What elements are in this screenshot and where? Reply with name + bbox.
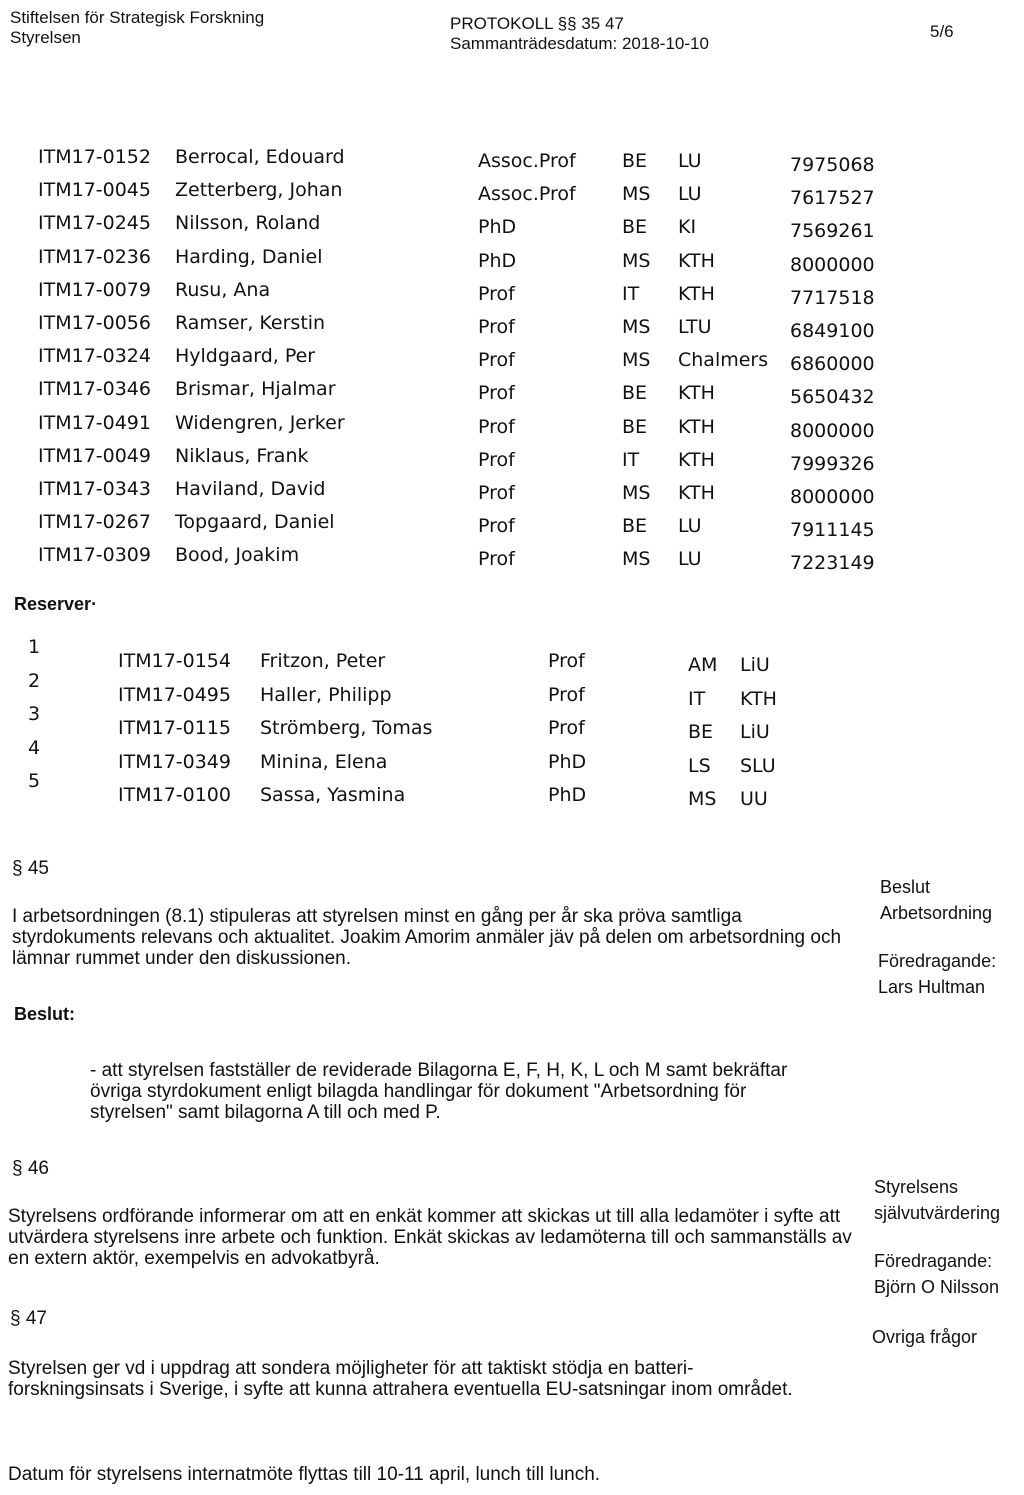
grant-title: Prof (478, 382, 515, 405)
grant-name: Hyldgaard, Per (175, 345, 316, 368)
grant-amount: 6860000 (790, 353, 875, 376)
grant-id: ITM17-0079 (38, 278, 151, 301)
reserve-title: PhD (548, 750, 587, 773)
reserve-id: ITM17-0154 (118, 650, 231, 672)
grant-amount: 8000000 (790, 486, 875, 508)
grant-amount: 8000000 (790, 419, 875, 442)
section-45-decision: - att styrelsen fastställer de reviderade Bilagorna E, F, H, K, L och M samt bekräftar övriga styrdokument enligt bilagda handlingar för dokument "Arbetsordning för styrelsen" samt bilagorna A till och med P. (90, 1060, 788, 1123)
reserve-university: SLU (740, 754, 776, 777)
grant-amount: 7999326 (790, 452, 875, 475)
grant-title: Prof (478, 448, 515, 471)
grant-id: ITM17-0152 (38, 146, 151, 168)
list-item (0, 736, 1024, 777)
grant-field: MS (622, 349, 651, 372)
reserve-name: Strömberg, Tomas (260, 717, 433, 739)
grant-title: Prof (478, 415, 515, 438)
grant-university: KTH (678, 282, 715, 305)
section-46-presenter: Björn O Nilsson (874, 1277, 1000, 1297)
table-row (0, 378, 1024, 412)
grant-title: Assoc.Prof (478, 183, 576, 206)
table-row (0, 345, 1024, 379)
grant-field: BE (622, 150, 648, 172)
grant-university: LU (678, 515, 702, 538)
reserve-rank: 3 (28, 703, 41, 725)
grant-title: PhD (478, 216, 517, 239)
grant-university: KTH (678, 482, 715, 504)
grant-university: Chalmers (678, 349, 769, 372)
section-46-heading: § 46 (12, 1158, 49, 1179)
reserve-title: PhD (548, 784, 587, 806)
grant-id: ITM17-0267 (38, 511, 151, 534)
section-46-text: Styrelsens ordförande informerar om att en enkät kommer att skickas ut till alla ledamöter i syfte att utvärdera styrelsens inre arbete och funktion. Enkät skickas av ledamöterna till och sammanställs av en extern aktör, exempelvis en advokatbyrå. (8, 1206, 852, 1269)
dept-name: Styrelsen (10, 28, 81, 47)
reserve-name: Haller, Philipp (260, 683, 392, 706)
meeting-date: Sammanträdesdatum: 2018-10-10 (450, 34, 709, 53)
grant-university: KTH (678, 382, 715, 405)
reserve-university: LiU (740, 654, 770, 676)
section-45-heading: § 45 (12, 858, 49, 879)
table-row (0, 212, 1024, 246)
grant-field: IT (622, 282, 640, 305)
grant-amount: 7717518 (790, 286, 875, 309)
reserve-name: Fritzon, Peter (260, 650, 386, 672)
reserve-rank: 2 (28, 669, 41, 692)
grant-title: Prof (478, 282, 515, 305)
grant-id: ITM17-0324 (38, 345, 151, 368)
grant-title: Prof (478, 548, 515, 571)
reserve-rank: 5 (28, 770, 41, 792)
grant-title: Prof (478, 515, 515, 538)
reserve-university: KTH (740, 687, 777, 710)
reserve-id: ITM17-0115 (118, 717, 231, 739)
table-row (0, 544, 1024, 578)
table-row (0, 312, 1024, 346)
grant-id: ITM17-0056 (38, 312, 151, 334)
grant-name: Bood, Joakim (175, 544, 300, 567)
table-row (0, 246, 1024, 280)
reserve-university: LiU (740, 721, 770, 743)
page-number: 5/6 (930, 22, 954, 41)
grant-university: KI (678, 216, 697, 239)
grant-name: Brismar, Hjalmar (175, 378, 336, 401)
grant-title: Prof (478, 349, 515, 372)
grant-name: Harding, Daniel (175, 245, 323, 268)
grant-university: KTH (678, 448, 715, 471)
grant-field: BE (622, 382, 648, 405)
reserve-field: LS (688, 754, 711, 777)
section-46-presenter-label: Föredragande: (874, 1251, 993, 1271)
section-47-text: Styrelsen ger vd i uppdrag att sondera möjligheter för att taktiskt stödja en batteri-forskningsinsats i Sverige, i syfte att kunna attrahera eventuella EU-satsningar inom området. (8, 1358, 793, 1400)
grant-university: KTH (678, 415, 715, 438)
list-item (0, 703, 1024, 743)
grant-field: BE (622, 515, 648, 538)
grant-field: BE (622, 216, 648, 239)
section-47-heading: § 47 (10, 1308, 47, 1329)
grant-field: IT (622, 448, 640, 471)
table-row (0, 478, 1024, 512)
reserve-name: Minina, Elena (260, 750, 388, 773)
grant-name: Haviland, David (175, 478, 326, 500)
section-45-beslut-label: Beslut: (14, 1004, 76, 1024)
grant-name: Nilsson, Roland (175, 212, 321, 235)
org-name: Stiftelsen för Strategisk Forskning (10, 8, 265, 27)
grant-name: Niklaus, Frank (175, 444, 309, 467)
table-row (0, 146, 1024, 180)
grant-amount: 7911145 (790, 519, 875, 542)
grant-id: ITM17-0343 (38, 478, 151, 500)
grant-university: LU (678, 183, 702, 206)
reserve-field: MS (688, 788, 717, 810)
reserve-id: ITM17-0495 (118, 683, 231, 706)
reserve-field: BE (688, 721, 714, 743)
grant-title: Assoc.Prof (478, 150, 576, 172)
grant-id: ITM17-0309 (38, 544, 151, 567)
grant-amount: 7617527 (790, 187, 875, 210)
section-45-presenter-label: Föredragande: (878, 951, 997, 971)
grant-university: LTU (678, 316, 712, 338)
list-item (0, 669, 1024, 710)
table-row (0, 511, 1024, 545)
section-46-side-label-2: självutvärdering (874, 1203, 1001, 1223)
list-item (0, 636, 1024, 676)
grant-name: Topgaard, Daniel (175, 511, 335, 534)
grant-field: MS (622, 249, 651, 272)
grant-id: ITM17-0346 (38, 378, 151, 401)
reserve-name: Sassa, Yasmina (260, 784, 406, 806)
grant-title: Prof (478, 482, 515, 504)
grant-title: Prof (478, 316, 515, 338)
grant-field: MS (622, 183, 651, 206)
reserve-title: Prof (548, 717, 585, 739)
grant-id: ITM17-0245 (38, 212, 151, 235)
grant-id: ITM17-0491 (38, 411, 151, 434)
grant-university: KTH (678, 249, 715, 272)
table-row (0, 412, 1024, 446)
section-47-side-label: Ovriga frågor (872, 1327, 978, 1347)
grant-university: LU (678, 150, 702, 172)
grant-name: Widengren, Jerker (175, 411, 345, 434)
section-46-side-label: Styrelsens (874, 1177, 959, 1197)
section-45-presenter: Lars Hultman (878, 977, 986, 997)
grant-name: Ramser, Kerstin (175, 312, 326, 334)
section-45-text: I arbetsordningen (8.1) stipuleras att styrelsen minst en gång per år ska pröva samtliga styrdokuments relevans och aktualitet. Joakim Amorim anmäler jäv på delen om arbetsordning och lämnar rummet under den diskussionen. (12, 906, 842, 969)
reserve-title: Prof (548, 683, 585, 706)
grant-name: Zetterberg, Johan (175, 179, 343, 202)
table-row (0, 179, 1024, 213)
protocol-ref: PROTOKOLL §§ 35 47 (450, 14, 624, 33)
grant-name: Berrocal, Edouard (175, 146, 345, 168)
grant-amount: 7223149 (790, 552, 875, 575)
grant-field: MS (622, 482, 651, 504)
reserve-university: UU (740, 788, 768, 810)
section-45-side-label: Beslut (880, 877, 931, 897)
section-45-side-label-2: Arbetsordning (880, 903, 993, 923)
grant-amount: 8000000 (790, 253, 875, 276)
reserves-heading: Reserver· (14, 594, 98, 614)
reserve-title: Prof (548, 650, 585, 672)
grant-id: ITM17-0049 (38, 444, 151, 467)
reserve-field: AM (688, 654, 718, 676)
reserve-rank: 1 (28, 636, 41, 658)
reserve-id: ITM17-0100 (118, 784, 231, 806)
grant-name: Rusu, Ana (175, 278, 271, 301)
table-row (0, 279, 1024, 313)
grant-field: BE (622, 415, 648, 438)
grant-id: ITM17-0045 (38, 179, 151, 202)
grant-field: MS (622, 548, 651, 571)
table-row (0, 445, 1024, 479)
grant-amount: 5650432 (790, 386, 875, 409)
grant-amount: 7975068 (790, 154, 875, 176)
grant-title: PhD (478, 249, 517, 272)
grant-id: ITM17-0236 (38, 245, 151, 268)
grant-university: LU (678, 548, 702, 571)
grant-field: MS (622, 316, 651, 338)
reserve-rank: 4 (28, 736, 41, 759)
section-47-footer-text: Datum för styrelsens internatmöte flyttas till 10-11 april, lunch till lunch. (8, 1464, 601, 1485)
grant-amount: 6849100 (790, 320, 875, 342)
list-item (0, 770, 1024, 810)
grant-amount: 7569261 (790, 220, 875, 243)
reserve-id: ITM17-0349 (118, 750, 231, 773)
reserve-field: IT (688, 687, 706, 710)
